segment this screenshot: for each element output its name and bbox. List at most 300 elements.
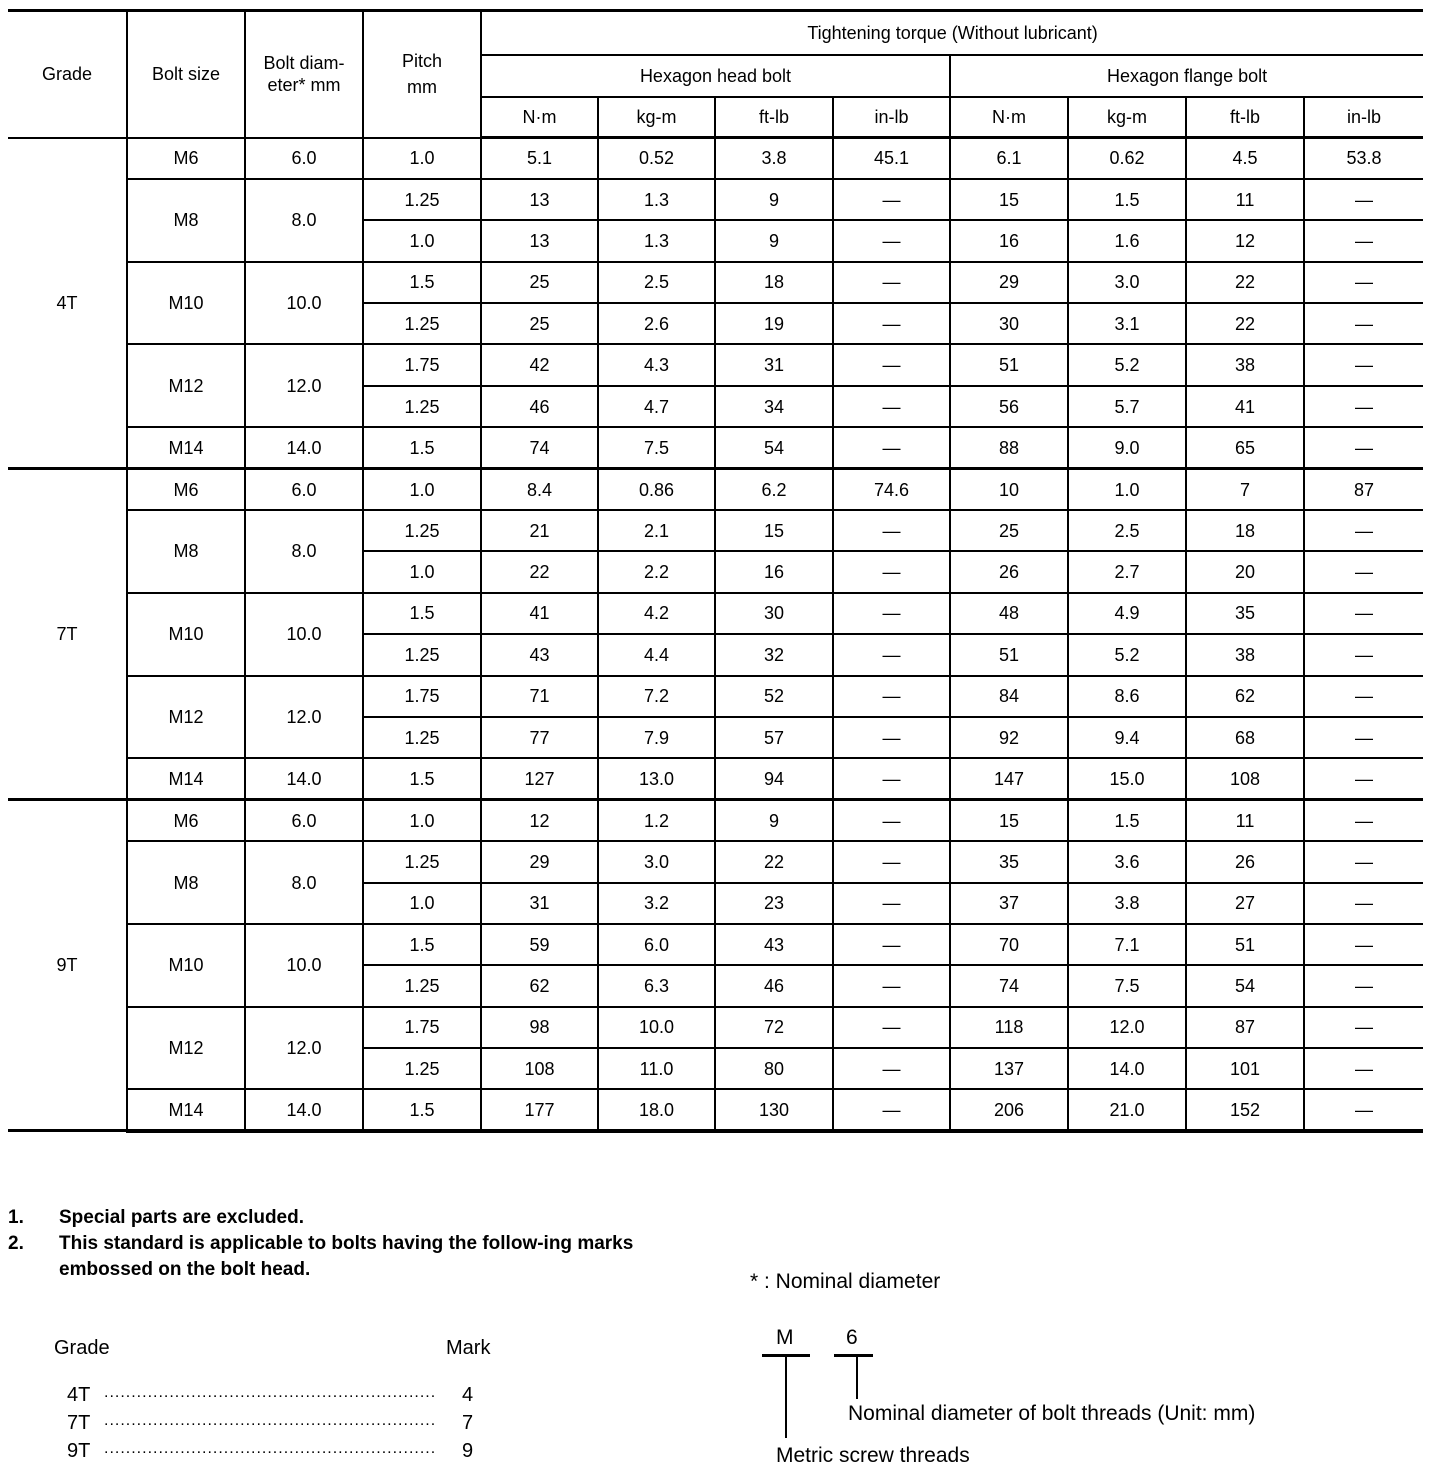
torque-cell: 6.2 [715,469,833,510]
note-text: This standard is applicable to bolts having the follow-ing marks embossed on the bolt head. [59,1233,634,1280]
torque-cell: 31 [481,883,598,924]
pitch-cell: 1.0 [363,883,481,924]
torque-cell: 25 [481,262,598,303]
pitch-cell: 1.0 [363,551,481,592]
bolt-size-cell: M6 [127,800,245,841]
grade-mark-mark: 4 [462,1384,474,1406]
bolt-size-cell: M14 [127,1089,245,1130]
torque-cell: 51 [1186,924,1304,965]
torque-cell: 13 [481,179,598,220]
torque-cell: 9 [715,220,833,261]
torque-cell: 52 [715,676,833,717]
torque-cell: 80 [715,1048,833,1089]
pitch-cell: 1.0 [363,138,481,179]
torque-cell: 3.2 [598,883,715,924]
bolt-size-cell: M12 [127,676,245,759]
pitch-cell: 1.0 [363,800,481,841]
torque-cell: 57 [715,717,833,758]
header-bolt-size: Bolt size [127,11,245,138]
torque-cell: 59 [481,924,598,965]
pitch-cell: 1.5 [363,1089,481,1130]
torque-cell: 29 [950,262,1068,303]
bolt-size-cell: M8 [127,179,245,262]
torque-cell: 68 [1186,717,1304,758]
bolt-diameter-cell: 8.0 [245,841,363,924]
torque-cell: 38 [1186,344,1304,385]
torque-cell: 35 [1186,593,1304,634]
torque-cell: 6.0 [598,924,715,965]
torque-cell: 22 [481,551,598,592]
label-metric-screw-threads: Metric screw threads [776,1444,970,1467]
torque-cell: 1.3 [598,179,715,220]
bolt-diameter-cell: 8.0 [245,179,363,262]
torque-cell: 12.0 [1068,1007,1186,1048]
grade-mark-mark: 7 [462,1412,474,1434]
torque-cell: 130 [715,1089,833,1130]
note-1 [8,1205,699,1231]
torque-cell: 88 [950,427,1068,468]
pitch-cell: 1.75 [363,1007,481,1048]
bolt-size-cell: M10 [127,593,245,676]
torque-cell: — [1304,634,1423,675]
torque-cell: 1.5 [1068,179,1186,220]
torque-cell: 22 [1186,262,1304,303]
torque-cell: 7.9 [598,717,715,758]
torque-cell: 101 [1186,1048,1304,1089]
torque-cell: — [1304,427,1423,468]
torque-cell: 3.8 [715,138,833,179]
torque-cell: 108 [481,1048,598,1089]
torque-cell: 19 [715,303,833,344]
grade-mark-row [54,1409,514,1437]
table-row [8,469,1423,510]
bolt-diameter-cell: 10.0 [245,593,363,676]
torque-cell: 37 [950,883,1068,924]
note-text: Special parts are excluded. [59,1207,305,1228]
table-row [8,841,1423,882]
torque-cell: 92 [950,717,1068,758]
torque-cell: 1.2 [598,800,715,841]
torque-cell: 74.6 [833,469,950,510]
torque-cell: — [833,924,950,965]
bolt-diameter-cell: 14.0 [245,1089,363,1130]
bolt-diameter-cell: 8.0 [245,510,363,593]
header-grade: Grade [8,11,127,138]
torque-cell: 7.5 [598,427,715,468]
torque-cell: — [833,179,950,220]
table-row [8,179,1423,220]
grade-mark-grade: 9T [67,1440,91,1462]
table-row [8,262,1423,303]
torque-cell: 10 [950,469,1068,510]
torque-cell: 62 [481,965,598,1006]
torque-cell: 15 [950,179,1068,220]
torque-cell: 13.0 [598,758,715,799]
torque-cell: 4.4 [598,634,715,675]
torque-cell: 15 [715,510,833,551]
torque-cell: 46 [481,386,598,427]
table-row [8,344,1423,385]
torque-cell: 87 [1304,469,1423,510]
grade-mark-table [54,1337,514,1465]
torque-cell: — [1304,303,1423,344]
header-unit: kg-m [598,97,715,138]
table-row [8,924,1423,965]
torque-cell: 65 [1186,427,1304,468]
torque-cell: 15 [950,800,1068,841]
six-underline [834,1354,873,1357]
torque-cell: 72 [715,1007,833,1048]
pitch-cell: 1.75 [363,676,481,717]
torque-cell: 54 [715,427,833,468]
torque-cell: 4.5 [1186,138,1304,179]
table-row [8,758,1423,799]
pitch-cell: 1.5 [363,262,481,303]
torque-cell: — [833,676,950,717]
pitch-cell: 1.5 [363,924,481,965]
grade-mark-header-mark: Mark [446,1337,491,1359]
torque-cell: — [1304,179,1423,220]
torque-cell: 35 [950,841,1068,882]
torque-cell: 41 [481,593,598,634]
table-row [8,1007,1423,1048]
header-unit: N·m [481,97,598,138]
number-6: 6 [846,1326,858,1349]
torque-cell: 53.8 [1304,138,1423,179]
torque-cell: 13 [481,220,598,261]
torque-cell: 206 [950,1089,1068,1130]
torque-cell: 9 [715,179,833,220]
torque-cell: 2.2 [598,551,715,592]
torque-cell: 51 [950,634,1068,675]
torque-cell: 5.1 [481,138,598,179]
nominal-diameter-note: * : Nominal diameter [750,1270,941,1293]
pitch-cell: 1.25 [363,510,481,551]
torque-cell: 56 [950,386,1068,427]
torque-cell: — [1304,965,1423,1006]
torque-cell: — [1304,800,1423,841]
torque-cell: 177 [481,1089,598,1130]
note-number: 1. [8,1207,24,1228]
torque-cell: — [833,800,950,841]
grade-mark-mark: 9 [462,1440,474,1462]
bolt-size-cell: M8 [127,510,245,593]
torque-cell: 94 [715,758,833,799]
torque-cell: — [1304,220,1423,261]
torque-cell: 21 [481,510,598,551]
torque-cell: 0.86 [598,469,715,510]
torque-cell: — [1304,841,1423,882]
bolt-diameter-cell: 10.0 [245,262,363,345]
pitch-cell: 1.0 [363,220,481,261]
bolt-size-cell: M12 [127,344,245,427]
torque-cell: 34 [715,386,833,427]
torque-cell: 3.6 [1068,841,1186,882]
torque-cell: 127 [481,758,598,799]
torque-cell: — [833,634,950,675]
torque-cell: — [833,841,950,882]
torque-cell: 12 [1186,220,1304,261]
bolt-diameter-cell: 12.0 [245,344,363,427]
torque-cell: — [833,386,950,427]
bolt-diameter-cell: 6.0 [245,800,363,841]
header-tightening-torque: Tightening torque (Without lubricant) [481,11,1423,55]
torque-cell: 54 [1186,965,1304,1006]
torque-cell: — [833,220,950,261]
bolt-diameter-cell: 10.0 [245,924,363,1007]
torque-cell: 0.52 [598,138,715,179]
torque-cell: — [833,717,950,758]
torque-cell: 11 [1186,179,1304,220]
table-row [8,138,1423,179]
torque-cell: 7.1 [1068,924,1186,965]
pitch-cell: 1.25 [363,965,481,1006]
bolt-size-cell: M6 [127,138,245,179]
label-nominal-thread-diameter: Nominal diameter of bolt threads (Unit: mm) [848,1402,1256,1425]
torque-cell: 11.0 [598,1048,715,1089]
header-unit: ft-lb [1186,97,1304,138]
pitch-cell: 1.5 [363,758,481,799]
grade-cell: 4T [8,138,127,469]
header-hexagon-flange-bolt: Hexagon flange bolt [950,55,1423,97]
torque-cell: 25 [950,510,1068,551]
torque-cell: 137 [950,1048,1068,1089]
bolt-diameter-cell: 14.0 [245,758,363,799]
grade-mark-row [54,1381,514,1409]
torque-cell: — [1304,510,1423,551]
torque-cell: 26 [1186,841,1304,882]
grade-mark-grade: 4T [67,1384,91,1406]
torque-cell: 1.6 [1068,220,1186,261]
torque-cell: 7.2 [598,676,715,717]
note-2 [8,1231,699,1283]
grade-cell: 7T [8,469,127,800]
torque-cell: 8.4 [481,469,598,510]
torque-cell: 7 [1186,469,1304,510]
header-pitch: Pitch mm [363,11,481,138]
torque-cell: — [833,1048,950,1089]
torque-cell: 43 [715,924,833,965]
table-row [8,427,1423,468]
torque-cell: 5.2 [1068,344,1186,385]
pitch-cell: 1.25 [363,303,481,344]
bolt-size-cell: M14 [127,427,245,468]
table-row [8,510,1423,551]
torque-cell: 43 [481,634,598,675]
bolt-size-cell: M8 [127,841,245,924]
torque-cell: 70 [950,924,1068,965]
pitch-cell: 1.5 [363,427,481,468]
torque-cell: 1.0 [1068,469,1186,510]
torque-cell: 118 [950,1007,1068,1048]
letter-m: M [776,1326,794,1349]
torque-cell: 9.4 [1068,717,1186,758]
torque-cell: 46 [715,965,833,1006]
torque-cell: 14.0 [1068,1048,1186,1089]
torque-cell: 1.3 [598,220,715,261]
torque-cell: 12 [481,800,598,841]
torque-cell: 22 [1186,303,1304,344]
torque-cell: 3.8 [1068,883,1186,924]
torque-cell: 32 [715,634,833,675]
torque-cell: 4.7 [598,386,715,427]
torque-cell: 18 [715,262,833,303]
torque-cell: 45.1 [833,138,950,179]
torque-cell: 84 [950,676,1068,717]
torque-cell: 38 [1186,634,1304,675]
grade-mark-row [54,1437,514,1465]
torque-cell: 41 [1186,386,1304,427]
pitch-cell: 1.25 [363,717,481,758]
torque-cell: 16 [715,551,833,592]
bolt-diameter-cell: 12.0 [245,676,363,759]
torque-cell: — [833,1007,950,1048]
m-leader-line [785,1356,787,1438]
header-unit: in-lb [833,97,950,138]
torque-cell: — [1304,1089,1423,1130]
torque-cell: 4.3 [598,344,715,385]
header-unit: N·m [950,97,1068,138]
torque-cell: 27 [1186,883,1304,924]
pitch-cell: 1.5 [363,593,481,634]
torque-cell: 5.2 [1068,634,1186,675]
bolt-size-cell: M12 [127,1007,245,1090]
torque-cell: 3.0 [1068,262,1186,303]
bolt-size-cell: M6 [127,469,245,510]
thread-designation-diagram [750,1268,1390,1468]
bolt-size-cell: M14 [127,758,245,799]
torque-cell: — [1304,758,1423,799]
torque-cell: 74 [481,427,598,468]
torque-table [8,9,1423,1133]
torque-cell: 4.9 [1068,593,1186,634]
torque-cell: — [1304,1048,1423,1089]
torque-cell: 29 [481,841,598,882]
torque-cell: — [1304,386,1423,427]
pitch-cell: 1.25 [363,1048,481,1089]
torque-cell: 15.0 [1068,758,1186,799]
torque-cell: 26 [950,551,1068,592]
torque-cell: — [833,344,950,385]
torque-cell: 2.5 [1068,510,1186,551]
dot-leader: ............................................................. [104,1412,437,1429]
torque-cell: 71 [481,676,598,717]
torque-cell: — [1304,551,1423,592]
grade-mark-grade: 7T [67,1412,91,1434]
grade-cell: 9T [8,800,127,1131]
torque-cell: 18.0 [598,1089,715,1130]
table-row [8,1089,1423,1130]
torque-cell: — [833,883,950,924]
torque-cell: 8.6 [1068,676,1186,717]
torque-cell: 48 [950,593,1068,634]
torque-cell: 5.7 [1068,386,1186,427]
torque-cell: — [833,551,950,592]
pitch-cell: 1.75 [363,344,481,385]
torque-cell: 98 [481,1007,598,1048]
torque-cell: — [1304,717,1423,758]
torque-cell: 2.1 [598,510,715,551]
torque-cell: — [1304,883,1423,924]
bolt-diameter-cell: 14.0 [245,427,363,468]
pitch-cell: 1.0 [363,469,481,510]
torque-cell: 6.3 [598,965,715,1006]
torque-cell: 10.0 [598,1007,715,1048]
notes [8,1205,699,1283]
bolt-diameter-cell: 6.0 [245,469,363,510]
torque-cell: 2.7 [1068,551,1186,592]
torque-cell: 42 [481,344,598,385]
torque-cell: — [1304,262,1423,303]
torque-cell: — [833,262,950,303]
torque-cell: 62 [1186,676,1304,717]
torque-cell: — [833,758,950,799]
torque-cell: 9 [715,800,833,841]
torque-cell: — [1304,593,1423,634]
torque-cell: 20 [1186,551,1304,592]
torque-cell: 77 [481,717,598,758]
dot-leader: ............................................................. [104,1440,437,1457]
torque-cell: — [833,965,950,1006]
torque-cell: 1.5 [1068,800,1186,841]
torque-cell: 16 [950,220,1068,261]
header-unit: in-lb [1304,97,1423,138]
table-row [8,676,1423,717]
torque-cell: — [833,510,950,551]
note-number: 2. [8,1233,24,1254]
bolt-size-cell: M10 [127,262,245,345]
torque-cell: 9.0 [1068,427,1186,468]
torque-cell: 2.6 [598,303,715,344]
header-unit: ft-lb [715,97,833,138]
pitch-cell: 1.25 [363,179,481,220]
bolt-diameter-cell: 6.0 [245,138,363,179]
bolt-diameter-cell: 12.0 [245,1007,363,1090]
torque-cell: 3.1 [1068,303,1186,344]
torque-cell: 74 [950,965,1068,1006]
torque-cell: 108 [1186,758,1304,799]
header-unit: kg-m [1068,97,1186,138]
torque-cell: 147 [950,758,1068,799]
torque-cell: 18 [1186,510,1304,551]
torque-cell: — [1304,924,1423,965]
bolt-size-cell: M10 [127,924,245,1007]
table-row [8,800,1423,841]
torque-cell: 11 [1186,800,1304,841]
torque-cell: 6.1 [950,138,1068,179]
dot-leader: ............................................................. [104,1384,437,1401]
pitch-cell: 1.25 [363,386,481,427]
torque-cell: 30 [715,593,833,634]
torque-cell: 51 [950,344,1068,385]
pitch-cell: 1.25 [363,634,481,675]
torque-cell: 7.5 [1068,965,1186,1006]
torque-cell: 87 [1186,1007,1304,1048]
torque-cell: 30 [950,303,1068,344]
torque-cell: 31 [715,344,833,385]
six-leader-line [856,1356,858,1399]
torque-cell: — [1304,1007,1423,1048]
torque-cell: 23 [715,883,833,924]
torque-cell: 152 [1186,1089,1304,1130]
torque-cell: — [1304,344,1423,385]
torque-cell: — [833,593,950,634]
torque-cell: 2.5 [598,262,715,303]
torque-cell: 0.62 [1068,138,1186,179]
header-hexagon-head-bolt: Hexagon head bolt [481,55,950,97]
table-row [8,593,1423,634]
torque-cell: 21.0 [1068,1089,1186,1130]
